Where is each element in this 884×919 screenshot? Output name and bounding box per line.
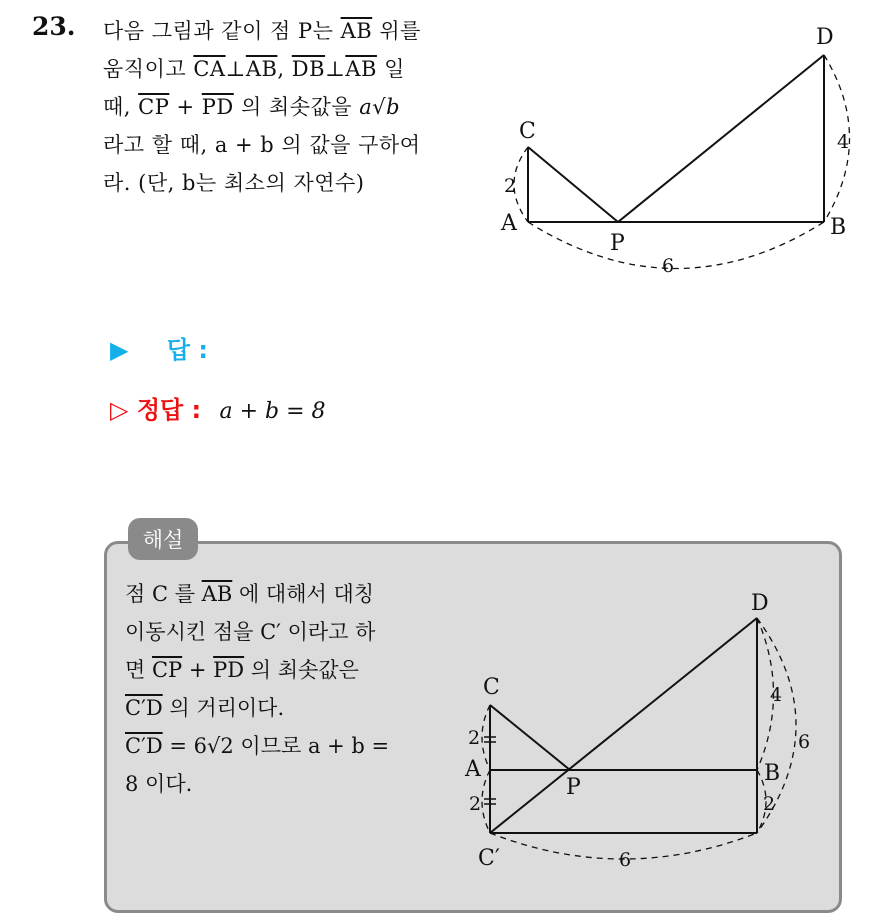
dim-arc-AB: [528, 222, 824, 269]
length-CA: 2: [504, 175, 517, 197]
label-B: B: [830, 215, 847, 240]
question-text: [103, 12, 483, 202]
length-bottom: 6: [619, 849, 632, 871]
outline-triangle-icon: ▷: [110, 396, 129, 424]
segment-CP-2: [490, 705, 570, 770]
answer-label: 답 :: [166, 336, 208, 364]
correct-answer-label: 정답 :: [136, 396, 202, 424]
question-figure: [490, 15, 870, 285]
label-C: C: [519, 119, 536, 144]
label-B-2: B: [764, 761, 781, 786]
length-AC-prime: 2: [469, 793, 482, 815]
question-number: 23.: [32, 12, 76, 41]
solution-tag: 해설: [128, 518, 198, 560]
play-triangle-icon: ▶: [110, 336, 129, 364]
length-AB: 6: [662, 255, 675, 277]
correct-answer-value: a + b = 8: [219, 399, 326, 424]
label-P-2: P: [566, 775, 581, 800]
solution-line-1: 점 C 를 $\overline{AB}$ 에 대해서 대칭: [125, 582, 375, 606]
length-DB: 4: [837, 131, 850, 153]
label-A-2: A: [465, 757, 481, 782]
answer-blank-row: [110, 330, 208, 365]
length-B-low: 2: [763, 793, 776, 815]
label-D: D: [816, 25, 834, 50]
solution-line-6: 8 이다.: [125, 772, 193, 796]
length-CA-2: 2: [468, 727, 481, 749]
question-line-2: 움직이고 $\overline{CA}\perp\overline{AB}$, $\overline{DB}\perp\overline{AB}$ 일: [103, 57, 405, 81]
solution-line-3: 면 $\overline{CP} + \overline{PD}$ 의 최솟값은: [125, 658, 359, 682]
answer-correct-row: [110, 390, 326, 425]
label-D-2: D: [751, 591, 769, 616]
label-C-2: C: [483, 675, 500, 700]
question-line-3: 때, $\overline{CP} + \overline{PD}$ 의 최솟값을 a√b: [103, 95, 401, 119]
solution-line-4: C′D 의 거리이다.: [125, 696, 285, 720]
solution-text: [125, 575, 445, 803]
segment-CP: [528, 147, 618, 222]
length-DB-short: 4: [770, 684, 783, 706]
label-A: A: [501, 211, 517, 236]
segment-C-prime-D: [490, 618, 757, 833]
label-C-prime: C′: [478, 846, 500, 871]
question-line-4: 라고 할 때, a + b 의 값을 구하여: [103, 133, 421, 157]
label-P: P: [610, 231, 625, 256]
question-line-1: 다음 그림과 같이 점 P는 $\overline{AB}$ 위를: [103, 19, 421, 43]
solution-line-5: C′D = 6√2 이므로 a + b =: [125, 734, 390, 758]
length-DB-total: 6: [798, 731, 811, 753]
solution-figure: [455, 585, 835, 885]
segment-PD: [618, 55, 824, 222]
solution-line-2: 이동시킨 점을 C′ 이라고 하: [125, 620, 376, 644]
dim-arc-AC-prime: [482, 770, 490, 833]
question-line-5: 라. (단, b는 최소의 자연수): [103, 171, 365, 195]
